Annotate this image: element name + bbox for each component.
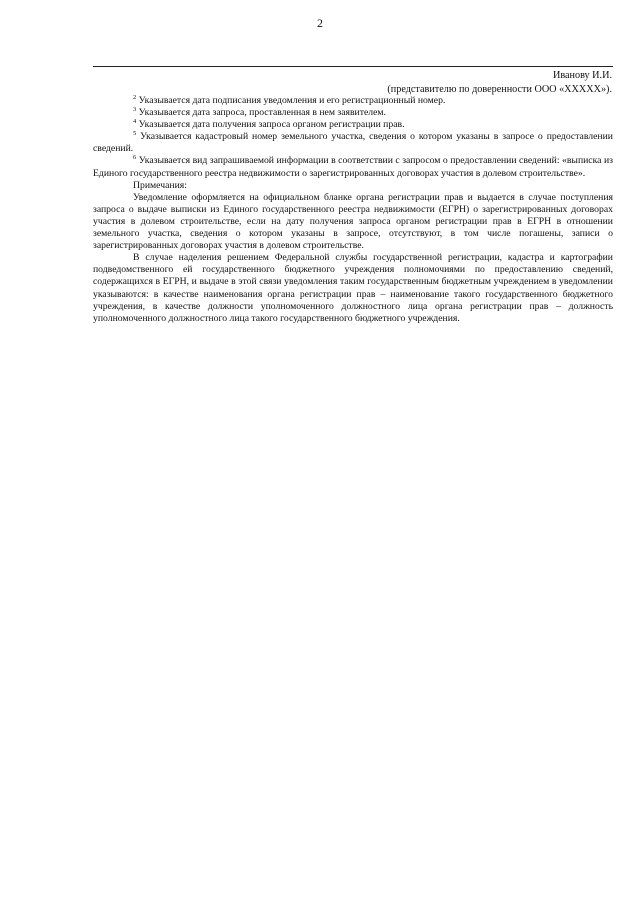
notes-heading: Примечания: [133, 179, 187, 191]
footnote-5 [93, 131, 613, 155]
footnote-text: Указывается дата запроса, проставленная в нем заявителем. [136, 107, 386, 119]
footnote-6 [93, 155, 613, 179]
footnotes-and-notes [93, 95, 613, 325]
footnote-text: Указывается дата получения запроса органом регистрации прав. [136, 119, 405, 131]
notes-paragraph-2: В случае наделения решением Федеральной службы государственной регистрации, кадастра и картографии подведомственного ей государственного бюджетного учреждения полномочиями по предоставлению сведений, содержащихся в ЕГРН, и выдаче в этой связи уведомления таким государственным бюджетным учреждением в уведомлении указываются: в качестве наименования органа регистрации прав – наименование такого государственного бюджетного учреждения, в качестве должности уполномоченного должностного лица органа регистрации прав – должность уполномоченного должностного лица такого государственного бюджетного учреждения. [93, 252, 613, 324]
footnote-mark: 3 [133, 106, 137, 114]
footnote-mark: 5 [133, 130, 137, 138]
notes-paragraph-1: Уведомление оформляется на официальном бланке органа регистрации прав и выдается в случае поступления запроса о выдаче выписки из Единого государственного реестра недвижимости (ЕГРН) о зарегистрированных договорах участия в долевом строительстве, если на дату получения запроса органом регистрации прав в ЕГРН в отношении земельного участка, сведения о котором указаны в запросе, отсутствуют, в том числе погашены, записи о зарегистрированных договорах участия в долевом строительстве. [93, 191, 613, 252]
footnote-text: Указывается дата подписания уведомления и его регистрационный номер. [136, 95, 446, 106]
addressee-name: Иванову И.И. [552, 70, 612, 81]
page-number: 2 [317, 16, 323, 30]
footnote-2 [93, 95, 613, 107]
footnote-separator [93, 66, 613, 67]
footnote-mark: 6 [133, 154, 137, 162]
footnote-3 [93, 107, 613, 119]
footnote-4 [93, 119, 613, 131]
footnote-text: Указывается кадастровый номер земельного участка, сведения о котором указаны в запросе о предоставлении сведений. [93, 131, 613, 155]
footnote-mark: 2 [133, 94, 137, 101]
footnote-text: Указывается вид запрашиваемой информации в соответствии с запросом о предоставлении сведений: «выписка из Единого государственного реестра недвижимости о зарегистрированных договорах участия в долевом строительстве». [93, 155, 613, 179]
addressee-block [387, 69, 612, 97]
footnote-mark: 4 [133, 118, 137, 126]
addressee-representative: (представителю по доверенности ООО «XXXXX»). [387, 83, 612, 95]
